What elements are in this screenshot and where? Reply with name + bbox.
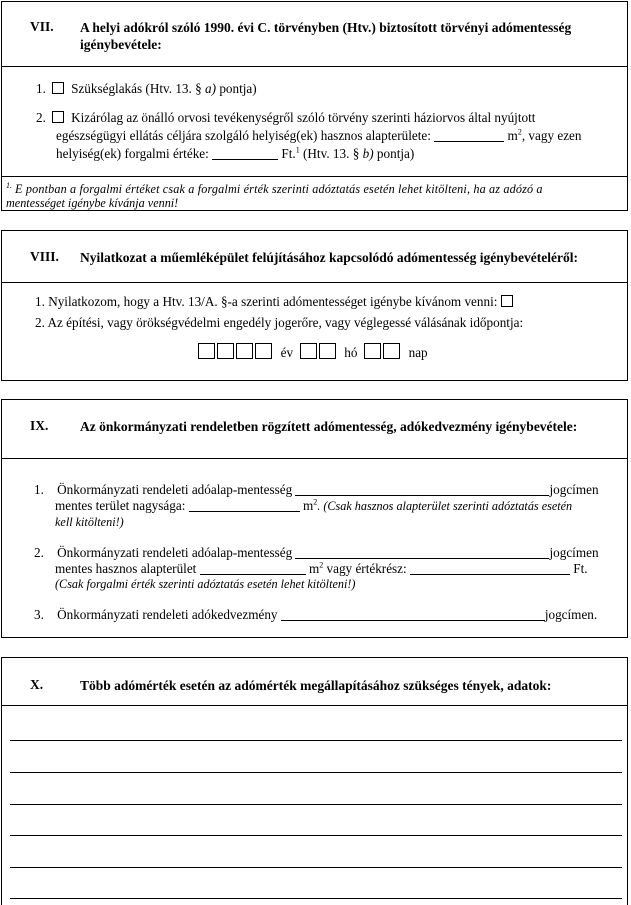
- section-x-title: Több adómérték esetén az adómérték megállapításához szükséges tények, adatok:: [80, 678, 552, 693]
- section-x-number: X.: [30, 677, 44, 692]
- year-digit-box[interactable]: [255, 343, 272, 359]
- year-digit-box[interactable]: [217, 343, 234, 359]
- section-viii-header: [2, 231, 627, 283]
- section-vii-header: [2, 2, 627, 67]
- section-vii-title: A helyi adókról szóló 1990. évi C. törvényben (Htv.) biztosított törvényi adómentesség igénybevétele:: [80, 20, 572, 52]
- writing-line[interactable]: [10, 740, 622, 741]
- ix-2-jogcim-field[interactable]: [295, 546, 549, 559]
- day-digit-box[interactable]: [383, 343, 400, 359]
- writing-line[interactable]: [10, 804, 622, 805]
- section-vii-footnote: $^{1.}$ E pontban a forgalmi értéket csak a forgalmi érték szerinti adóztatás esetén lehet kitölteni, ha az adózó a mentességet igénybe kívánja venni!: [2, 176, 627, 210]
- section-ix-header: [2, 400, 627, 459]
- forgalmi-ertek-field[interactable]: [212, 147, 278, 160]
- vii-item-2-line-1: 2. Kizárólag az önálló orvosi tevékenységről szóló törvény szerinti háziorvos által nyújtott: [36, 110, 536, 125]
- vii-item-2-line-2: egészségügyi ellátás céljára szolgáló helyiség(ek) hasznos alapterülete: $m^2$, vagy ezen: [56, 127, 582, 143]
- viii-item-2: 2. Az építési, vagy örökségvédelmi engedély jogerőre, vagy véglegessé válásának időpontja:: [35, 315, 524, 330]
- ix-3-jogcim-field[interactable]: [281, 608, 545, 621]
- section-ix-title: Az önkormányzati rendeletben rögzített adómentesség, adókedvezmény igénybevétele:: [80, 419, 578, 434]
- vii-item-1: 1. Szükséglakás (Htv. 13. § a) pontja): [36, 81, 257, 96]
- muemlek-checkbox[interactable]: [501, 295, 513, 307]
- ix-item-2-line-1: 2. Önkormányzati rendeleti adóalap-mentesség jogcímen: [34, 545, 599, 560]
- section-ix-number: IX.: [30, 418, 49, 433]
- viii-item-1: 1. Nyilatkozom, hogy a Htv. 13/A. §-a szerinti adómentességet igénybe kívánom venni:: [35, 294, 513, 310]
- ix-item-2-line-3: (Csak forgalmi érték szerinti adóztatás esetén lehet kitölteni!): [55, 577, 356, 591]
- ix-item-1-line-1: 1. Önkormányzati rendeleti adóalap-mentesség jogcímen: [34, 482, 599, 497]
- section-vii-number: VII.: [30, 19, 54, 34]
- haziorvos-checkbox[interactable]: [52, 111, 64, 123]
- month-digit-box[interactable]: [300, 343, 317, 359]
- vii-item-2-line-3: helyiség(ek) forgalmi értéke: Ft.$^1$ (Htv. 13. § b) pontja): [56, 145, 415, 161]
- ix-item-3: 3. Önkormányzati rendeleti adókedvezmény jogcímen.: [34, 607, 598, 622]
- section-x-header: [2, 658, 627, 706]
- writing-line[interactable]: [10, 898, 622, 899]
- ix-1-jogcim-field[interactable]: [295, 483, 549, 496]
- nap-label: nap: [408, 345, 428, 360]
- year-digit-box[interactable]: [198, 343, 215, 359]
- section-vii: [1, 1, 628, 211]
- month-digit-box[interactable]: [319, 343, 336, 359]
- szukseglakas-checkbox[interactable]: [52, 82, 64, 94]
- ix-1-terulet-field[interactable]: [189, 499, 300, 512]
- day-digit-box[interactable]: [364, 343, 381, 359]
- section-ix: [1, 399, 628, 638]
- ix-2-ertekresz-field[interactable]: [410, 562, 570, 575]
- writing-line[interactable]: [10, 772, 622, 773]
- ix-2-alapterulet-field[interactable]: [200, 562, 306, 575]
- ev-label: év: [280, 345, 294, 360]
- date-boxes: [198, 343, 428, 361]
- writing-line[interactable]: [10, 835, 622, 836]
- section-viii-number: VIII.: [30, 249, 59, 264]
- ho-label: hó: [344, 345, 358, 360]
- year-digit-box[interactable]: [236, 343, 253, 359]
- ix-item-1-line-2: mentes terület nagysága: $m^2$. (Csak hasznos alapterület szerinti adóztatás esetén: [55, 497, 573, 513]
- section-x: [1, 657, 628, 905]
- section-viii: [1, 230, 628, 381]
- alapterulet-field[interactable]: [434, 129, 504, 142]
- ix-item-2-line-2: mentes hasznos alapterület $m^2$ vagy értékrész: Ft.: [55, 560, 588, 576]
- section-viii-title: Nyilatkozat a műemléképület felújításához kapcsolódó adómentesség igénybevételéről:: [80, 250, 578, 265]
- writing-line[interactable]: [10, 867, 622, 868]
- ix-item-1-line-3: kell kitölteni!): [55, 515, 124, 529]
